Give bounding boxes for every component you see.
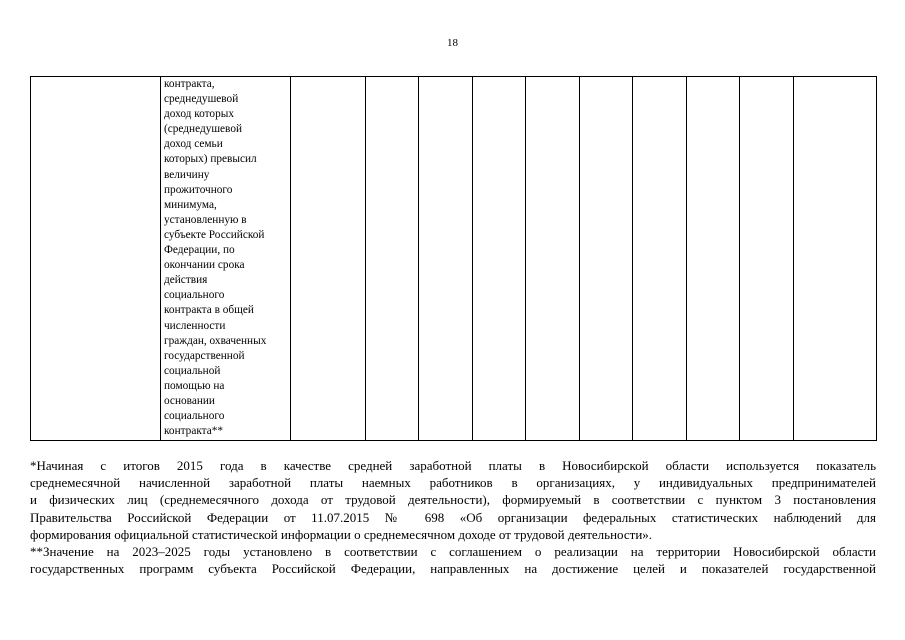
table-cell-value [473, 77, 526, 441]
cell-line: социального [164, 410, 225, 423]
table-cell-unit [291, 77, 366, 441]
cell-line: прожиточного [164, 183, 233, 196]
footnote-line: государственных программ субъекта Российской Федерации, направленных на достижение целей и показателей государственной [30, 561, 876, 577]
cell-line: субъекте Российской [164, 228, 265, 241]
cell-line: доход которых [164, 108, 234, 121]
table-cell-value [419, 77, 473, 441]
table-cell-value [580, 77, 633, 441]
cell-line: Федерации, по [164, 244, 235, 257]
cell-line: величину [164, 168, 210, 181]
cell-line: контракта** [164, 425, 224, 438]
footnote-line: *Начиная с итогов 2015 года в качестве средней заработной платы в Новосибирской области используется показатель [30, 458, 876, 473]
table-cell-executor [794, 77, 877, 441]
cell-line: контракта, [164, 78, 215, 90]
footnote-line: и физических лиц (среднемесячного дохода от трудовой деятельности), формируемый в соответствии с пунктом 3 постановления [30, 492, 876, 508]
footnote-line: Правительства Российской Федерации от 11.07.2015 № 698 «Об организации федеральных статистических наблюдений для [30, 509, 876, 525]
table-cell-value [526, 77, 580, 441]
cell-line: численности [164, 319, 226, 332]
cell-line: основании [164, 394, 215, 407]
cell-line: доход семьи [164, 138, 223, 151]
cell-line: окончании срока [164, 259, 245, 272]
cell-line: среднедушевой [164, 93, 239, 106]
footnote-line: среднемесячной начисленной заработной платы наемных работников в организациях, у индивидуальных предпринимателей [30, 475, 876, 491]
table-cell-value [740, 77, 794, 441]
cell-line: контракта в общей [164, 304, 254, 317]
table-cell-value [366, 77, 419, 441]
cell-line: действия [164, 274, 208, 287]
cell-line: помощью на [164, 379, 225, 392]
footnote-average-salary [30, 457, 876, 543]
footnote-line: **Значение на 2023–2025 годы установлено в соответствии с соглашением о реализации на территории Новосибирской области [30, 544, 876, 560]
table-cell-value [687, 77, 740, 441]
footnotes [30, 457, 876, 577]
cell-line: государственной [164, 349, 245, 362]
footnote-values-2023-2025 [30, 543, 876, 577]
cell-line: граждан, охваченных [164, 334, 267, 347]
cell-line: социального [164, 289, 225, 302]
cell-line: социальной [164, 364, 221, 377]
footnote-line: формирования официальной статистической информации о среднемесячном доходе от трудовой деятельности». [30, 526, 653, 542]
cell-line: установленную в [164, 213, 247, 226]
table-cell-value [633, 77, 687, 441]
table-cell-indicator-name [161, 77, 291, 441]
table-row [31, 77, 877, 441]
cell-line: минимума, [164, 198, 217, 211]
cell-line: которых) превысил [164, 153, 257, 166]
cell-line: (среднедушевой [164, 123, 243, 136]
indicator-table [30, 76, 877, 441]
page-number: 18 [447, 37, 458, 49]
table-cell-number [31, 77, 161, 441]
